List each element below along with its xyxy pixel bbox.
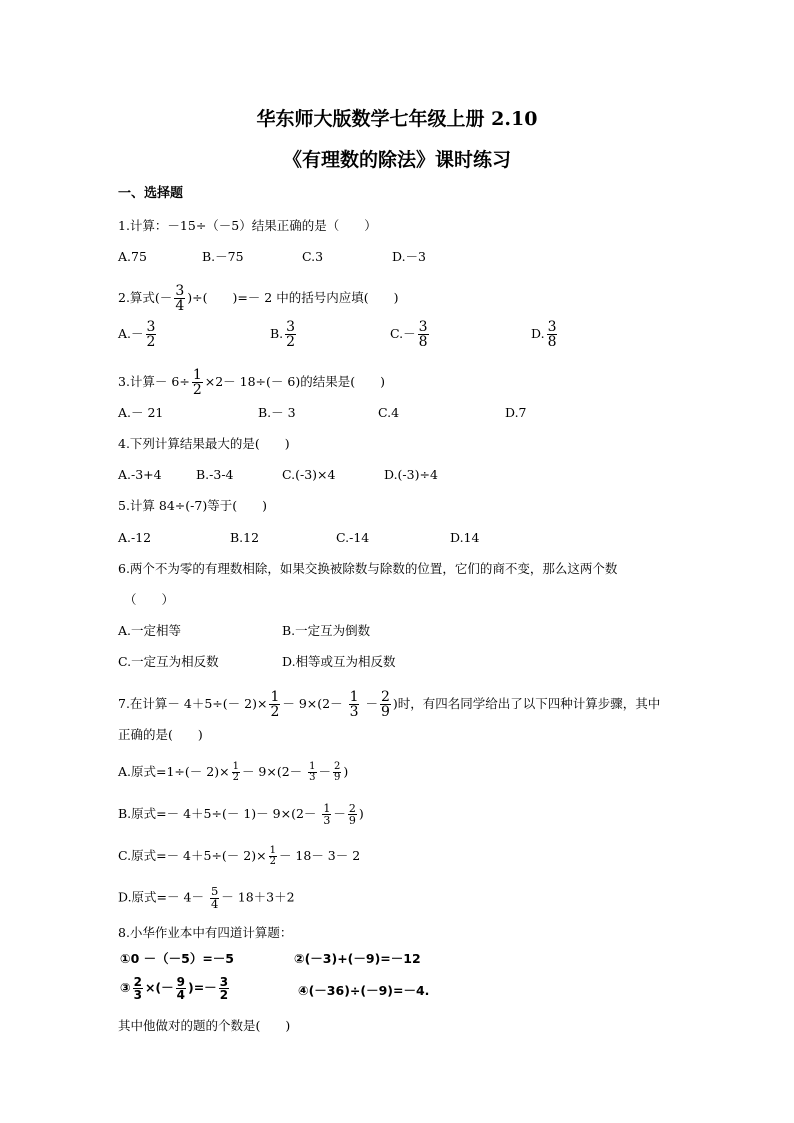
q6-option-d: D.相等或互为相反数 xyxy=(282,654,396,669)
q8-expr-4: ④(－36)÷(－9)=－4. xyxy=(298,983,430,998)
fraction: $\frac{2}{9}$ xyxy=(348,802,356,827)
q2-option-a: A.－ $\frac{3}{2}$ xyxy=(118,319,156,350)
q2-option-d: D. $\frac{3}{8}$ xyxy=(531,319,557,350)
q6-option-c: C.一定互为相反数 xyxy=(118,654,219,669)
question-3: 3.计算－ 6÷ $\frac{1}{2}$ ×2－ 18÷(－ 6)的结果是( ) xyxy=(118,367,385,398)
fraction: $\frac{2}{3}$ xyxy=(133,975,142,1002)
q8-expr-3: ③ $\frac{2}{3}$ ×(－ $\frac{9}{4}$ )=－ $\frac{3}{2}$ xyxy=(120,975,229,1002)
q3-option-a: A.－ 21 xyxy=(118,405,164,420)
q4-option-b: B.-3-4 xyxy=(196,467,234,482)
q8-expr-2: ②(－3)+(－9)=－12 xyxy=(294,951,421,966)
fraction: $\frac{2}{9}$ xyxy=(380,689,390,720)
q7-option-b: B.原式=－ 4＋5÷(－ 1)－ 9×(2－ $\frac{1}{3}$ － $\frac{2}{9}$ ) xyxy=(118,802,364,827)
q3-option-b: B.－ 3 xyxy=(258,405,296,420)
fraction: $\frac{1}{2}$ xyxy=(232,761,239,783)
q7-option-a: A.原式=1÷(－ 2)× $\frac{1}{2}$ － 9×(2－ $\frac{1}{3}$ － $\frac{2}{9}$ ) xyxy=(118,761,349,783)
q3-option-c: C.4 xyxy=(378,405,400,420)
question-6-paren: （ ） xyxy=(124,592,175,607)
fraction: $\frac{1}{3}$ xyxy=(349,689,359,720)
fraction: $\frac{1}{2}$ xyxy=(269,845,276,867)
q4-option-d: D.(-3)÷4 xyxy=(384,467,438,482)
q5-option-c: C.-14 xyxy=(336,530,370,545)
q1-option-a: A.75 xyxy=(118,249,147,264)
question-8: 8.小华作业本中有四道计算题： xyxy=(118,925,293,940)
q4-option-a: A.-3+4 xyxy=(118,467,162,482)
q7-option-c: C.原式=－ 4＋5÷(－ 2)× $\frac{1}{2}$ － 18－ 3－ 2 xyxy=(118,845,361,867)
q2-option-b: B. $\frac{3}{2}$ xyxy=(270,319,296,350)
fraction: $\frac{1}{3}$ xyxy=(309,761,316,783)
question-4: 4.下列计算结果最大的是( ) xyxy=(118,436,290,451)
q2-option-c: C.－ $\frac{3}{8}$ xyxy=(390,319,428,350)
question-5: 5.计算 84÷(-7)等于( ) xyxy=(118,498,267,513)
q1-option-d: D.－3 xyxy=(392,249,427,264)
q8-expr-1: ①0 －（－5）=－5 xyxy=(120,951,235,966)
question-7-line2: 正确的是( ) xyxy=(118,727,203,742)
q6-option-a: A.一定相等 xyxy=(118,623,182,638)
fraction: $\frac{5}{4}$ xyxy=(210,884,219,911)
fraction: $\frac{1}{2}$ xyxy=(192,367,202,398)
fraction: $\frac{9}{4}$ xyxy=(176,975,185,1002)
q3-option-d: D.7 xyxy=(505,405,527,420)
q5-option-a: A.-12 xyxy=(118,530,152,545)
fraction: $\frac{3}{8}$ xyxy=(418,319,428,350)
q5-option-b: B.12 xyxy=(230,530,260,545)
fraction: $\frac{1}{3}$ xyxy=(323,802,331,827)
q5-option-d: D.14 xyxy=(450,530,480,545)
q6-option-b: B.一定互为倒数 xyxy=(282,623,371,638)
fraction: $\frac{3}{8}$ xyxy=(547,319,557,350)
question-1: 1.计算：－15÷（－5）结果正确的是（ ） xyxy=(118,218,377,233)
fraction: $\frac{3}{2}$ xyxy=(146,319,156,350)
fraction: $\frac{3}{2}$ xyxy=(286,319,296,350)
question-8-tail: 其中他做对的题的个数是( ) xyxy=(118,1018,291,1033)
fraction: $\frac{3}{4}$ xyxy=(175,283,185,314)
q7-option-d: D.原式=－ 4－ $\frac{5}{4}$ － 18＋3＋2 xyxy=(118,884,295,911)
q1-option-b: B.－75 xyxy=(202,249,244,264)
section-heading: 一、选择题 xyxy=(118,186,184,201)
fraction: $\frac{1}{2}$ xyxy=(270,689,280,720)
question-6: 6.两个不为零的有理数相除，如果交换被除数与除数的位置，它们的商不变，那么这两个数 xyxy=(118,561,618,576)
fraction: $\frac{3}{2}$ xyxy=(219,975,229,1002)
page-subtitle: 《有理数的除法》课时练习 xyxy=(282,149,511,171)
page-title: 华东师大版数学七年级上册 2.10 xyxy=(256,108,538,130)
fraction: $\frac{2}{9}$ xyxy=(334,761,341,783)
q4-option-c: C.(-3)×4 xyxy=(282,467,336,482)
question-7: 7.在计算－ 4＋5÷(－ 2)× $\frac{1}{2}$ － 9×(2－ $\frac{1}{3}$ － $\frac{2}{9}$ )时，有四名同学给出了以下四种计算步骤，其中 xyxy=(118,689,661,720)
q1-option-c: C.3 xyxy=(302,249,324,264)
question-2: 2.算式(－ $\frac{3}{4}$ )÷( )=－ 2 中的括号内应填( ) xyxy=(118,283,399,314)
